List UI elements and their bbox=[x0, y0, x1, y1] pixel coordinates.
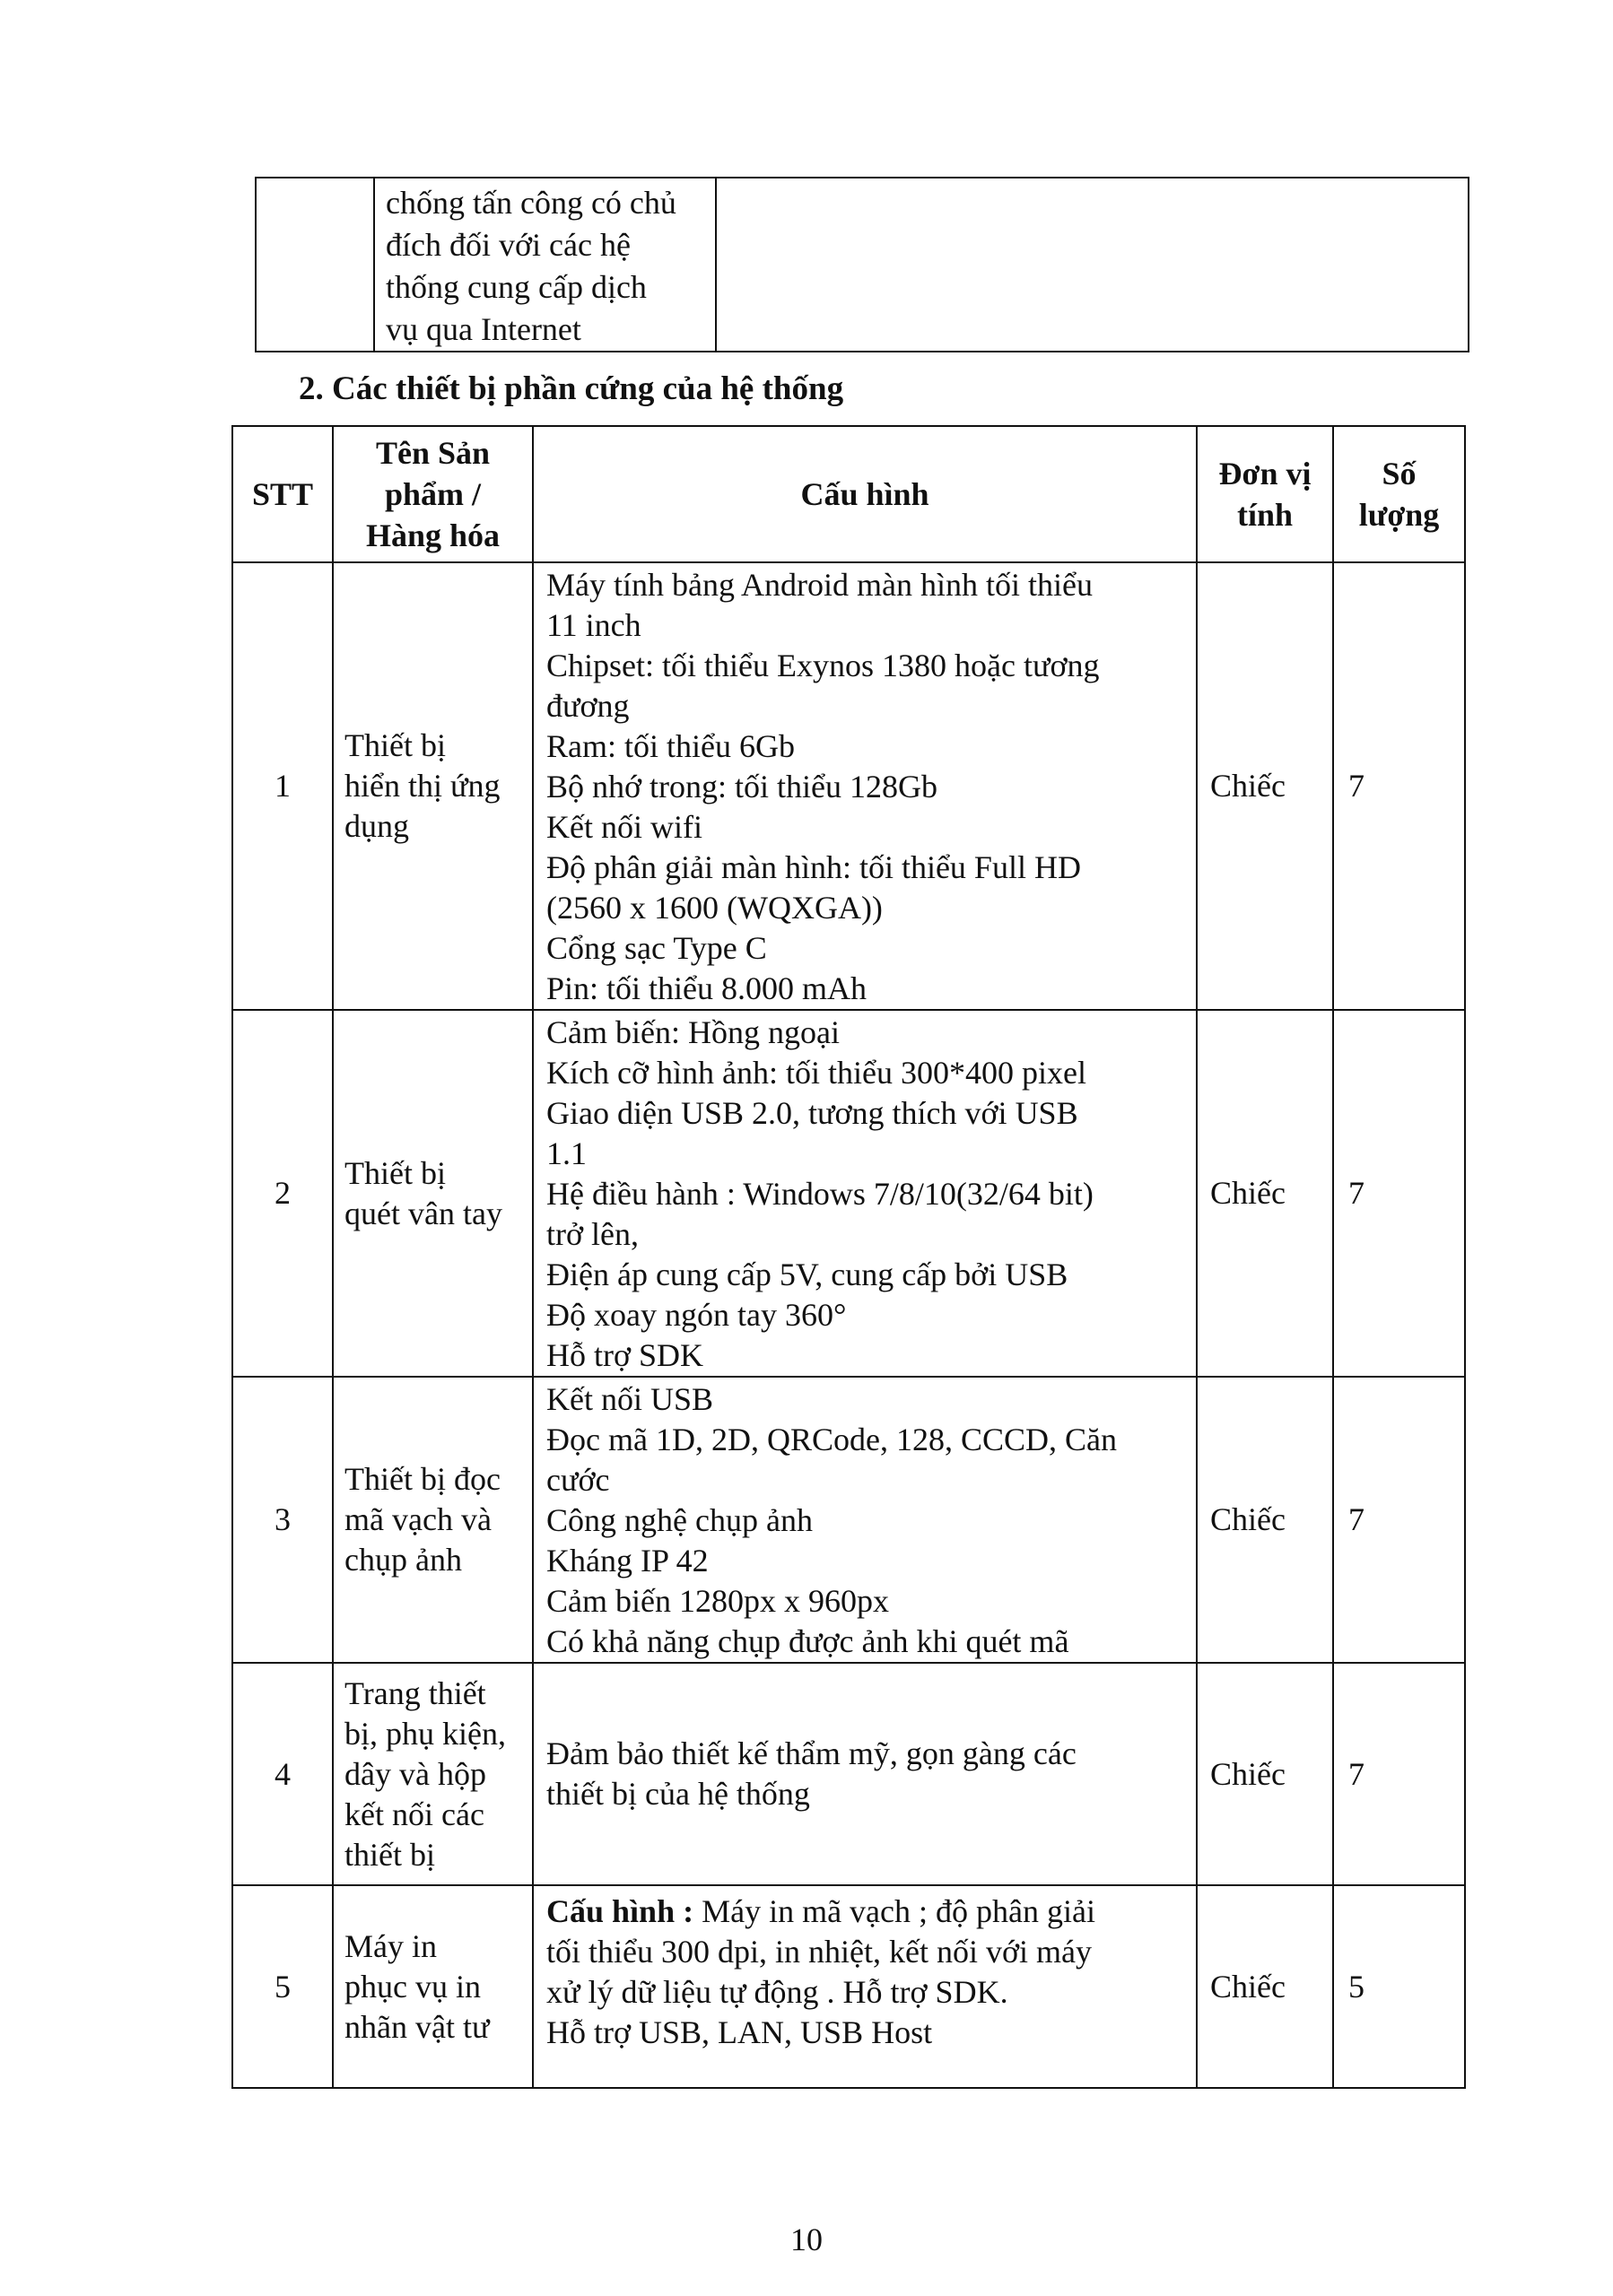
row-stt: 3 bbox=[232, 1377, 333, 1663]
page-number: 10 bbox=[790, 2222, 823, 2257]
table-row bbox=[232, 1377, 1465, 1663]
header-name: Tên Sản phẩm / Hàng hóa bbox=[333, 426, 533, 562]
header-unit: Đơn vị tính bbox=[1197, 426, 1333, 562]
continuation-config-cell bbox=[716, 178, 1469, 352]
table-row bbox=[256, 178, 1469, 352]
table-row bbox=[232, 1663, 1465, 1885]
header-config: Cấu hình bbox=[533, 426, 1197, 562]
row-name: Máy in phục vụ in nhãn vật tư bbox=[333, 1885, 533, 2088]
row-spec bbox=[533, 1010, 1197, 1377]
spec-label: Cấu hình : bbox=[546, 1893, 694, 1929]
row-stt: 5 bbox=[232, 1885, 333, 2088]
row-unit: Chiếc bbox=[1197, 1885, 1333, 2088]
row-unit: Chiếc bbox=[1197, 1377, 1333, 1663]
table-row bbox=[232, 1010, 1465, 1377]
row-name: Trang thiết bị, phụ kiện, dây và hộp kết nối các thiết bị bbox=[333, 1663, 533, 1885]
hardware-table bbox=[231, 425, 1466, 2089]
row-spec-text: Kết nối USB Đọc mã 1D, 2D, QRCode, 128, CCCD, Căn cước Công nghệ chụp ảnh Kháng IP 42 Cảm biến 1280px x 960px Có khả năng chụp được ảnh khi quét mã bbox=[546, 1381, 1117, 1659]
row-qty: 7 bbox=[1333, 1377, 1465, 1663]
row-qty: 7 bbox=[1333, 562, 1465, 1010]
row-name: Thiết bị quét vân tay bbox=[333, 1010, 533, 1377]
continuation-stt-cell bbox=[256, 178, 374, 352]
row-spec bbox=[533, 1377, 1197, 1663]
row-spec bbox=[533, 562, 1197, 1010]
section-title: 2. Các thiết bị phần cứng của hệ thống bbox=[299, 370, 844, 407]
continuation-text: chống tấn công có chủ đích đối với các hệ thống cung cấp dịch vụ qua Internet bbox=[386, 185, 676, 347]
row-qty: 7 bbox=[1333, 1010, 1465, 1377]
row-stt: 1 bbox=[232, 562, 333, 1010]
header-qty: Số lượng bbox=[1333, 426, 1465, 562]
row-qty: 7 bbox=[1333, 1663, 1465, 1885]
row-spec bbox=[533, 1885, 1197, 2088]
row-spec-text: Cảm biến: Hồng ngoại Kích cỡ hình ảnh: tối thiểu 300*400 pixel Giao diện USB 2.0, tương thích với USB 1.1 Hệ điều hành : Windows 7/8/10(32/64 bit) trở lên, Điện áp cung cấp 5V, cung cấp bởi USB Độ xoay ngón tay 360° Hỗ trợ SDK bbox=[546, 1014, 1094, 1373]
row-name: Thiết bị đọc mã vạch và chụp ảnh bbox=[333, 1377, 533, 1663]
row-spec bbox=[533, 1663, 1197, 1885]
table-row bbox=[232, 562, 1465, 1010]
row-stt: 2 bbox=[232, 1010, 333, 1377]
row-unit: Chiếc bbox=[1197, 1010, 1333, 1377]
row-name: Thiết bị hiển thị ứng dụng bbox=[333, 562, 533, 1010]
row-qty: 5 bbox=[1333, 1885, 1465, 2088]
row-spec-text: Máy tính bảng Android màn hình tối thiểu 11 inch Chipset: tối thiểu Exynos 1380 hoặc tương đương Ram: tối thiểu 6Gb Bộ nhớ trong: tối thiểu 128Gb Kết nối wifi Độ phân giải màn hình: tối thiểu Full HD (2560 x 1600 (WQXGA)) Cổng sạc Type C Pin: tối thiểu 8.000 mAh bbox=[546, 567, 1100, 1006]
row-stt: 4 bbox=[232, 1663, 333, 1885]
continuation-table bbox=[255, 177, 1469, 352]
row-unit: Chiếc bbox=[1197, 562, 1333, 1010]
row-spec-text: Đảm bảo thiết kế thẩm mỹ, gọn gàng các thiết bị của hệ thống bbox=[546, 1735, 1077, 1812]
continuation-name-cell bbox=[374, 178, 716, 352]
table-row bbox=[232, 1885, 1465, 2088]
table-header-row bbox=[232, 426, 1465, 562]
row-spec-text bbox=[546, 1886, 1196, 2053]
header-stt: STT bbox=[232, 426, 333, 562]
row-unit: Chiếc bbox=[1197, 1663, 1333, 1885]
spec-body: Máy in mã vạch ; độ phân giải tối thiểu 300 dpi, in nhiệt, kết nối với máy xử lý dữ liệu tự động . Hỗ trợ SDK. Hỗ trợ USB, LAN, USB Host bbox=[546, 1893, 1095, 2050]
